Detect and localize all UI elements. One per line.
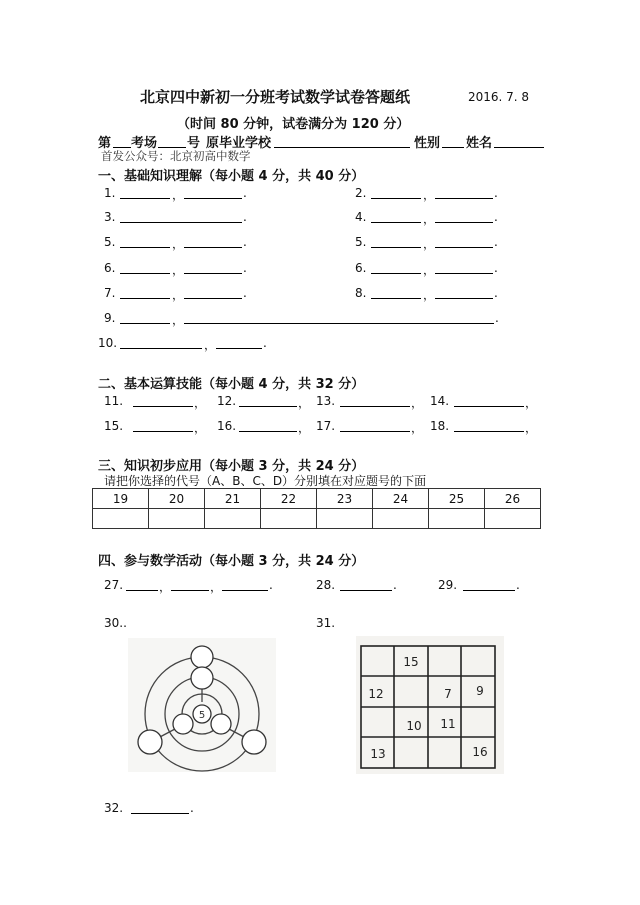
q13-label: 13. [316,394,336,408]
table-header-cell: 22 [261,489,317,509]
q7-blank-b[interactable] [184,298,242,299]
watermark-text: 首发公众号：北京初高中数学 [101,149,251,163]
period: . [243,235,247,249]
page-title: 北京四中新初一分班考试数学试卷答题纸 [140,88,411,106]
q15-label: 15. [104,419,124,433]
answer-table-header-row [93,489,541,509]
section-4-title: 四、参与数学活动（每小题 3 分，共 24 分） [98,554,365,569]
q9-blank-b[interactable] [184,323,494,324]
section-1-title: 一、基础知识理解（每小题 4 分，共 40 分） [98,169,365,184]
q7-blank-a[interactable] [120,298,170,299]
answer-cell-22[interactable] [261,509,317,529]
q12-label: 12. [217,394,237,408]
q18-blank[interactable] [454,431,524,432]
q10-blank-b[interactable] [216,348,262,349]
q4-blank-a[interactable] [371,222,421,223]
node-circle[interactable] [211,714,231,734]
q3-label: 3. [104,210,116,224]
q10-label: 10. [98,336,118,350]
period: . [243,261,247,275]
comma: ， [423,288,436,302]
q17-blank[interactable] [340,431,410,432]
q27-blank-c[interactable] [222,590,268,591]
period: . [494,210,498,224]
q8-blank-a[interactable] [371,298,421,299]
comma: ， [194,396,207,410]
q11-blank[interactable] [133,406,193,407]
q9-label: 9. [104,311,116,325]
answer-cell-25[interactable] [429,509,485,529]
comma: ， [411,396,424,410]
period: . [494,286,498,300]
q5b-blank-a[interactable] [371,247,421,248]
q4-blank-b[interactable] [435,222,493,223]
comma: ， [204,338,217,352]
answer-cell-24[interactable] [373,509,429,529]
q32-label: 32. [104,801,124,815]
table-header-cell: 21 [205,489,261,509]
q18-label: 18. [430,419,450,433]
comma: ， [298,421,311,435]
comma: ， [525,421,538,435]
comma: ， [159,580,172,594]
q27-blank-a[interactable] [126,590,158,591]
field-name[interactable] [494,147,544,148]
label-school: 原毕业学校 [206,136,272,151]
q28-label: 28. [316,578,336,592]
answer-cell-19[interactable] [93,509,149,529]
comma: ， [172,288,185,302]
answer-table [92,488,541,529]
answer-cell-23[interactable] [317,509,373,529]
q7-label: 7. [104,286,116,300]
q1-label: 1. [104,186,116,200]
answer-cell-21[interactable] [205,509,261,529]
q5-blank-a[interactable] [120,247,170,248]
period: . [263,336,267,350]
q11-label: 11. [104,394,124,408]
field-school[interactable] [274,147,410,148]
q2-blank-a[interactable] [371,198,421,199]
q2-label: 2. [355,186,367,200]
grid-number: 7 [444,687,452,701]
comma: ， [172,263,185,277]
q6b-blank-b[interactable] [435,273,493,274]
q2-blank-b[interactable] [435,198,493,199]
comma: ， [194,421,207,435]
grid-number: 13 [370,747,386,761]
label-gender: 性别 [414,136,441,151]
q5-blank-b[interactable] [184,247,242,248]
q8-label: 8. [355,286,367,300]
period: . [494,235,498,249]
q6-blank-a[interactable] [120,273,170,274]
grid-figure [356,636,504,774]
grid-number: 15 [403,655,419,669]
table-header-cell: 19 [93,489,149,509]
answer-cell-26[interactable] [485,509,541,529]
table-header-cell: 20 [149,489,205,509]
q6-label: 6. [104,261,116,275]
grid-number: 11 [440,717,456,731]
section-3-instruction: 请把你选择的代号（A、B、C、D）分别填在对应题号的下面 [104,474,427,488]
period: . [494,186,498,200]
comma: ， [298,396,311,410]
period: . [190,801,194,815]
q29-blank[interactable] [463,590,515,591]
q28-blank[interactable] [340,590,392,591]
field-gender[interactable] [442,147,464,148]
period: . [494,261,498,275]
q6-blank-b[interactable] [184,273,242,274]
q9-blank-a[interactable] [120,323,170,324]
q14-label: 14. [430,394,450,408]
q31-label: 31. [316,616,336,630]
node-circle[interactable] [138,730,162,754]
node-circle[interactable] [191,667,213,689]
q30-label: 30.. [104,616,127,630]
label-hao: 号 [187,136,201,151]
table-header-cell: 26 [485,489,541,509]
grid-number: 12 [368,687,384,701]
section-2-title: 二、基本运算技能（每小题 4 分，共 32 分） [98,377,365,392]
comma: ， [172,188,185,202]
q13-blank[interactable] [340,406,410,407]
period: . [243,286,247,300]
q17-label: 17. [316,419,336,433]
q15-blank[interactable] [133,431,193,432]
q8-blank-b[interactable] [435,298,493,299]
comma: ， [411,421,424,435]
q32-blank[interactable] [131,813,189,814]
q6b-label: 6. [355,261,367,275]
q27-blank-b[interactable] [171,590,209,591]
q14-blank[interactable] [454,406,524,407]
period: . [516,578,520,592]
exam-date: 2016. 7. 8 [468,90,530,104]
period: . [269,578,273,592]
comma: ， [423,263,436,277]
comma: ， [525,396,538,410]
node-circle[interactable] [242,730,266,754]
section-3-title: 三、知识初步应用（每小题 3 分，共 24 分） [98,459,365,474]
comma: ， [210,580,223,594]
label-di: 第 [98,136,112,151]
q3-blank[interactable] [120,222,242,223]
q1-blank-a[interactable] [120,198,170,199]
grid-number: 16 [472,745,488,759]
answer-cell-20[interactable] [149,509,205,529]
comma: ， [172,313,185,327]
q27-label: 27. [104,578,124,592]
answer-table-input-row [93,509,541,529]
table-header-cell: 25 [429,489,485,509]
grid-number: 10 [406,719,422,733]
q16-blank[interactable] [239,431,297,432]
q1-blank-b[interactable] [184,198,242,199]
comma: ， [423,212,436,226]
q5b-label: 5. [355,235,367,249]
period: . [243,210,247,224]
table-header-cell: 24 [373,489,429,509]
q4-label: 4. [355,210,367,224]
period: . [495,311,499,325]
q29-label: 29. [438,578,458,592]
q5-label: 5. [104,235,116,249]
center-number: 5 [198,710,206,721]
q16-label: 16. [217,419,237,433]
q6b-blank-a[interactable] [371,273,421,274]
q10-blank-a[interactable] [120,348,202,349]
node-circle[interactable] [191,646,213,668]
q12-blank[interactable] [239,406,297,407]
label-kaochang: 考场 [131,136,158,151]
q5b-blank-b[interactable] [435,247,493,248]
node-circle[interactable] [173,714,193,734]
comma: ， [172,237,185,251]
grid-number: 9 [476,684,484,698]
label-name: 姓名 [466,136,493,151]
period: . [393,578,397,592]
table-header-cell: 23 [317,489,373,509]
comma: ， [423,237,436,251]
period: . [243,186,247,200]
circles-figure [128,638,276,772]
comma: ， [423,188,436,202]
exam-subtitle: （时间 80 分钟，试卷满分为 120 分） [177,117,410,132]
